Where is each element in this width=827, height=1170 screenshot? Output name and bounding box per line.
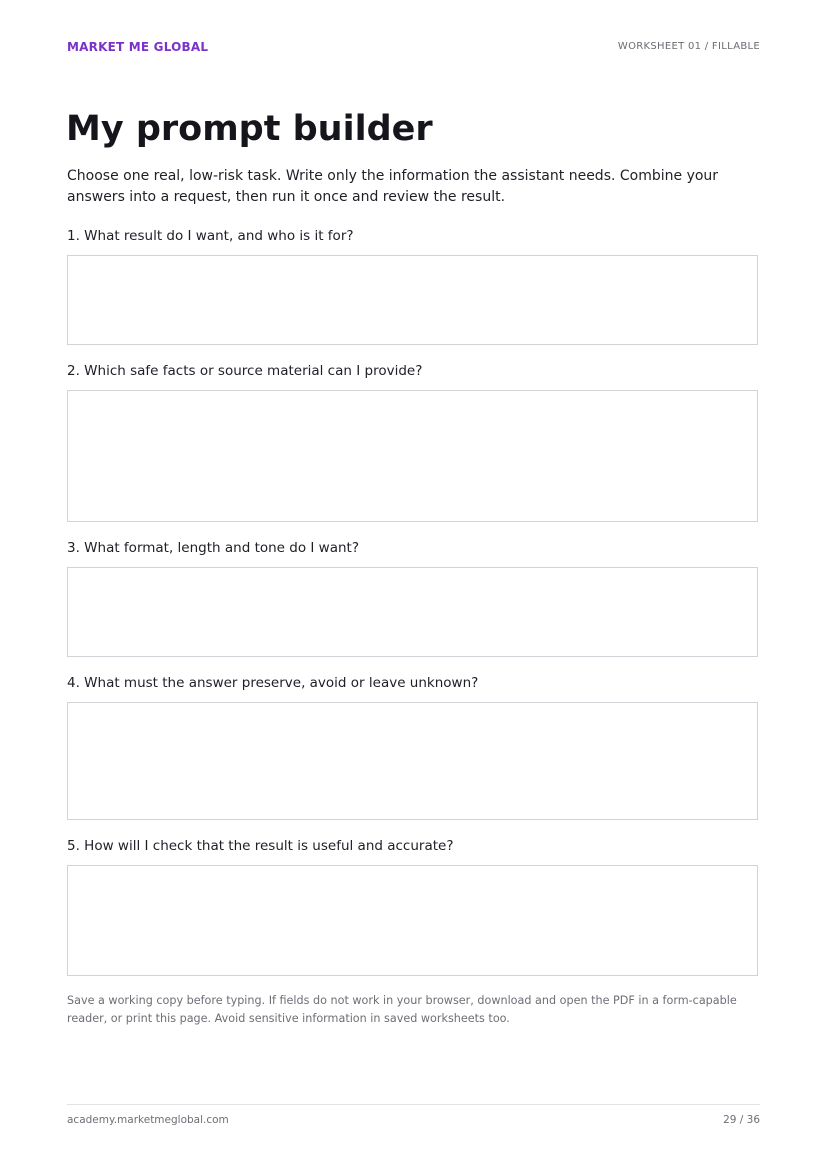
question-3-label: 3. What format, length and tone do I want? [67,540,359,556]
footer-url: academy.marketmeglobal.com [67,1114,229,1126]
page-number: 29 / 36 [723,1114,760,1126]
intro-text: Choose one real, low-risk task. Write only the information the assistant needs. Combine your answers into a request, then run it once and review the result. [67,168,719,205]
question-5-field[interactable] [67,865,758,976]
question-4-label: 4. What must the answer preserve, avoid or leave unknown? [67,675,479,691]
question-3-field[interactable] [67,567,758,657]
question-4-field[interactable] [67,702,758,820]
worksheet-label: WORKSHEET 01 / FILLABLE [617,41,760,52]
brand-logo-text: MARKET ME GLOBAL [67,40,209,54]
question-1-label: 1. What result do I want, and who is it for? [67,228,354,244]
page-title: My prompt builder [66,109,433,149]
save-note: Save a working copy before typing. If fields do not work in your browser, download and open the PDF in a form-capable reader, or print this page. Avoid sensitive information in saved worksheets too. [67,994,737,1025]
question-1-field[interactable] [67,255,758,345]
question-2-label: 2. Which safe facts or source material can I provide? [67,363,423,379]
footer-divider [67,1104,760,1105]
question-2-field[interactable] [67,390,758,522]
question-5-label: 5. How will I check that the result is useful and accurate? [67,838,454,854]
